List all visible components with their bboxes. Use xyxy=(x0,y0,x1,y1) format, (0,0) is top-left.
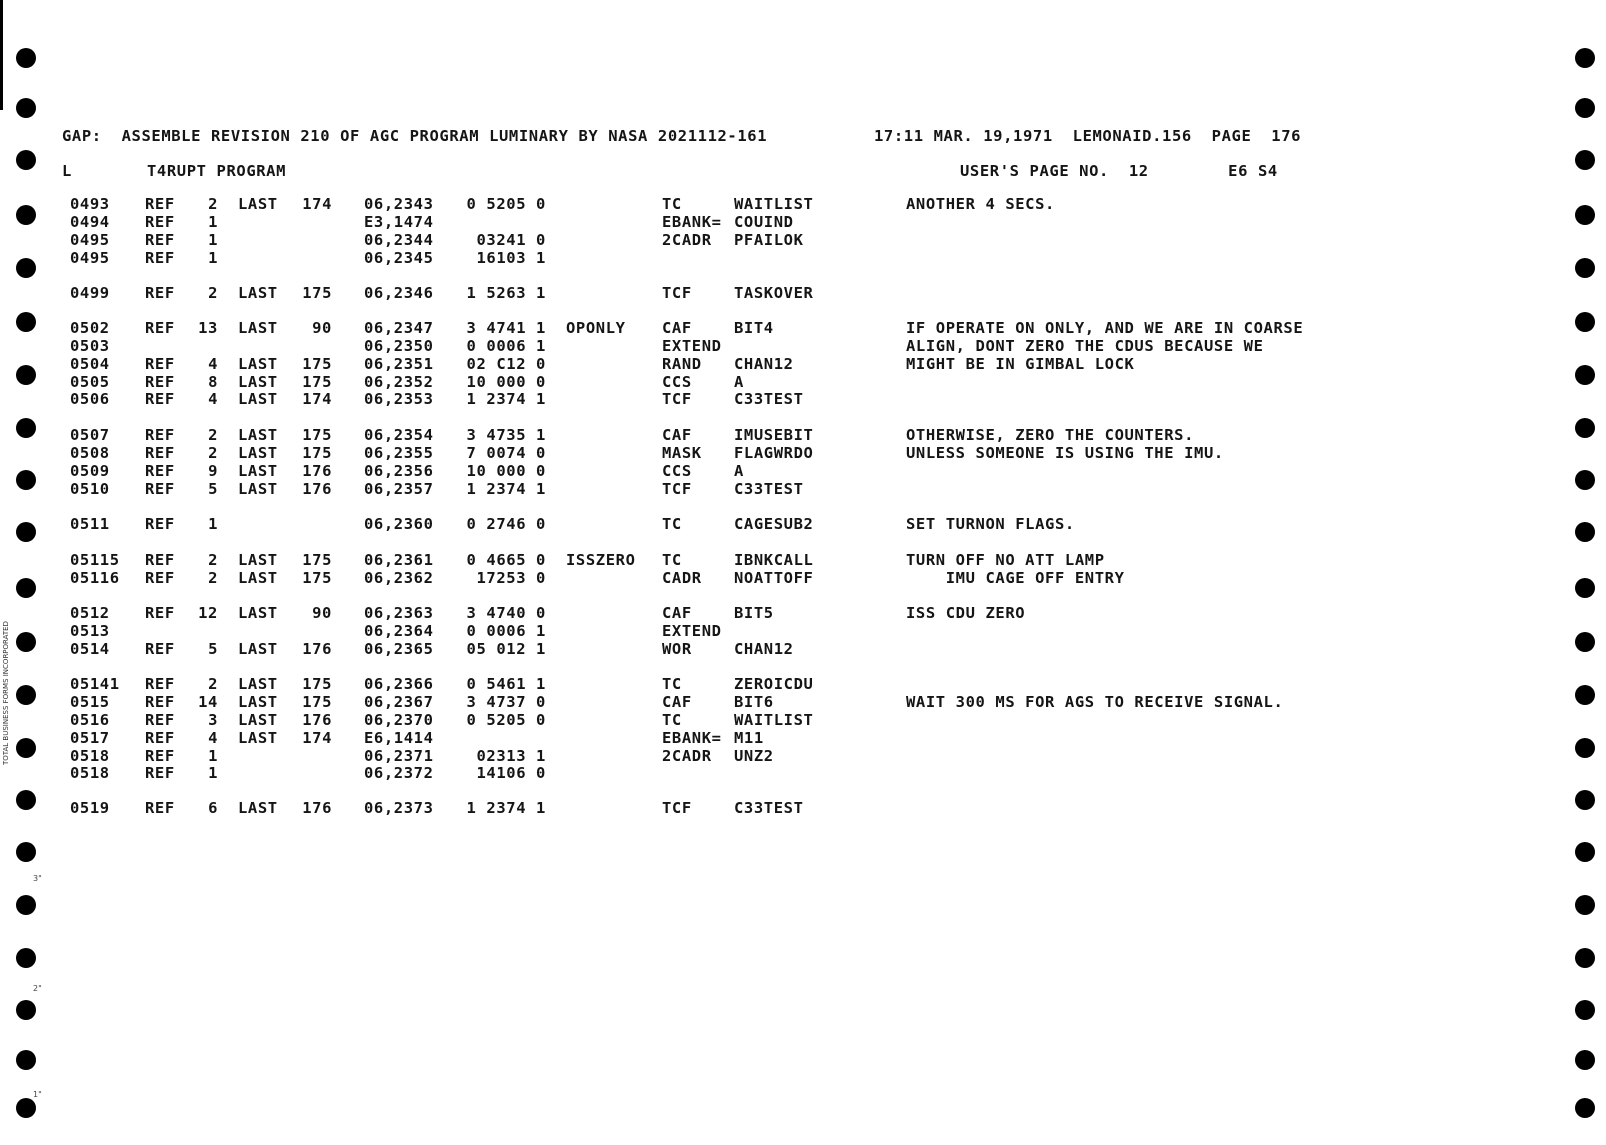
ruler-mark: 3" xyxy=(33,874,42,883)
cell-operand: UNZ2 xyxy=(734,747,774,765)
cell-op: TCF xyxy=(662,799,692,817)
cell-ref: REF xyxy=(145,373,175,391)
cell-addr: 06,2357 xyxy=(364,480,434,498)
cell-line: 0505 xyxy=(70,373,110,391)
cell-line: 0519 xyxy=(70,799,110,817)
cell-op: TCF xyxy=(662,284,692,302)
cell-label: ISSZERO xyxy=(566,551,636,569)
cell-lastnum: 176 xyxy=(302,711,332,729)
cell-line: 0515 xyxy=(70,693,110,711)
cell-lastnum: 90 xyxy=(312,604,332,622)
cell-operand: WAITLIST xyxy=(734,195,814,213)
tractor-hole xyxy=(16,685,36,705)
cell-line: 0503 xyxy=(70,337,110,355)
cell-count: 1 xyxy=(208,764,218,782)
cell-count: 4 xyxy=(208,729,218,747)
cell-comment: IF OPERATE ON ONLY, AND WE ARE IN COARSE xyxy=(906,319,1304,337)
cell-addr: 06,2353 xyxy=(364,390,434,408)
cell-lastnum: 174 xyxy=(302,390,332,408)
cell-ref: REF xyxy=(145,640,175,658)
cell-ref: REF xyxy=(145,693,175,711)
cell-operand: CHAN12 xyxy=(734,640,794,658)
cell-op: 2CADR xyxy=(662,231,712,249)
cell-count: 2 xyxy=(208,675,218,693)
cell-ref: REF xyxy=(145,515,175,533)
tractor-hole xyxy=(16,790,36,810)
cell-addr: 06,2347 xyxy=(364,319,434,337)
tractor-hole xyxy=(16,470,36,490)
cell-ref: REF xyxy=(145,480,175,498)
cell-line: 0518 xyxy=(70,747,110,765)
cell-last: LAST xyxy=(238,551,278,569)
tractor-hole xyxy=(1575,738,1595,758)
cell-count: 2 xyxy=(208,426,218,444)
tractor-hole xyxy=(1575,842,1595,862)
tractor-hole xyxy=(1575,470,1595,490)
cell-addr: 06,2355 xyxy=(364,444,434,462)
cell-addr: 06,2372 xyxy=(364,764,434,782)
cell-comment: OTHERWISE, ZERO THE COUNTERS. xyxy=(906,426,1195,444)
tractor-hole xyxy=(16,1050,36,1070)
cell-lastnum: 175 xyxy=(302,355,332,373)
cell-line: 0506 xyxy=(70,390,110,408)
tractor-hole xyxy=(1575,948,1595,968)
header-listing-flag: L xyxy=(62,162,72,180)
cell-operand: C33TEST xyxy=(734,390,804,408)
cell-lastnum: 174 xyxy=(302,729,332,747)
tractor-hole xyxy=(1575,1098,1595,1118)
cell-last: LAST xyxy=(238,426,278,444)
cell-line: 0512 xyxy=(70,604,110,622)
cell-last: LAST xyxy=(238,284,278,302)
cell-ref: REF xyxy=(145,249,175,267)
cell-operand: C33TEST xyxy=(734,480,804,498)
cell-code: 0 0006 1 xyxy=(466,622,546,640)
cell-addr: 06,2371 xyxy=(364,747,434,765)
header-date-page: 17:11 MAR. 19,1971 LEMONAID.156 PAGE 176 xyxy=(874,127,1302,145)
cell-last: LAST xyxy=(238,319,278,337)
cell-operand: A xyxy=(734,462,744,480)
cell-code: 10 000 0 xyxy=(466,373,546,391)
cell-ref: REF xyxy=(145,799,175,817)
cell-operand: CHAN12 xyxy=(734,355,794,373)
cell-last: LAST xyxy=(238,640,278,658)
cell-code: 1 5263 1 xyxy=(466,284,546,302)
tractor-hole xyxy=(16,48,36,68)
cell-op: TC xyxy=(662,711,682,729)
cell-count: 8 xyxy=(208,373,218,391)
cell-label: OPONLY xyxy=(566,319,626,337)
cell-line: 05115 xyxy=(70,551,120,569)
cell-count: 9 xyxy=(208,462,218,480)
cell-comment: TURN OFF NO ATT LAMP xyxy=(906,551,1105,569)
cell-addr: 06,2370 xyxy=(364,711,434,729)
cell-count: 2 xyxy=(208,195,218,213)
cell-addr: 06,2362 xyxy=(364,569,434,587)
cell-lastnum: 175 xyxy=(302,675,332,693)
cell-count: 5 xyxy=(208,480,218,498)
cell-line: 0514 xyxy=(70,640,110,658)
cell-addr: 06,2351 xyxy=(364,355,434,373)
cell-code: 02 C12 0 xyxy=(466,355,546,373)
tractor-hole xyxy=(1575,1050,1595,1070)
cell-op: EBANK= xyxy=(662,729,722,747)
cell-code: 3 4735 1 xyxy=(466,426,546,444)
cell-addr: 06,2367 xyxy=(364,693,434,711)
cell-last: LAST xyxy=(238,693,278,711)
tractor-hole xyxy=(16,205,36,225)
cell-addr: E6,1414 xyxy=(364,729,434,747)
cell-line: 0516 xyxy=(70,711,110,729)
cell-ref: REF xyxy=(145,764,175,782)
cell-lastnum: 175 xyxy=(302,426,332,444)
cell-addr: 06,2344 xyxy=(364,231,434,249)
cell-ref: REF xyxy=(145,284,175,302)
cell-comment: MIGHT BE IN GIMBAL LOCK xyxy=(906,355,1135,373)
cell-count: 4 xyxy=(208,390,218,408)
cell-op: TC xyxy=(662,515,682,533)
margin-vertical-text: TOTAL BUSINESS FORMS INCORPORATED xyxy=(2,621,10,765)
cell-lastnum: 175 xyxy=(302,551,332,569)
cell-addr: 06,2354 xyxy=(364,426,434,444)
tractor-hole xyxy=(1575,1000,1595,1020)
cell-code: 3 4741 1 xyxy=(466,319,546,337)
tractor-hole xyxy=(16,578,36,598)
cell-ref: REF xyxy=(145,231,175,249)
cell-ref: REF xyxy=(145,604,175,622)
cell-count: 1 xyxy=(208,515,218,533)
cell-code: 3 4737 0 xyxy=(466,693,546,711)
cell-operand: NOATTOFF xyxy=(734,569,814,587)
tractor-hole xyxy=(16,842,36,862)
tractor-hole xyxy=(1575,418,1595,438)
ruler-mark: 1" xyxy=(33,1090,42,1099)
cell-count: 3 xyxy=(208,711,218,729)
cell-operand: FLAGWRDO xyxy=(734,444,814,462)
cell-last: LAST xyxy=(238,799,278,817)
cell-code: 7 0074 0 xyxy=(466,444,546,462)
cell-operand: C33TEST xyxy=(734,799,804,817)
cell-code: 0 4665 0 xyxy=(466,551,546,569)
cell-operand: IMUSEBIT xyxy=(734,426,814,444)
cell-code: 16103 1 xyxy=(476,249,546,267)
cell-count: 12 xyxy=(198,604,218,622)
cell-op: CADR xyxy=(662,569,702,587)
cell-lastnum: 176 xyxy=(302,480,332,498)
cell-line: 0495 xyxy=(70,249,110,267)
cell-op: 2CADR xyxy=(662,747,712,765)
cell-code: 14106 0 xyxy=(476,764,546,782)
cell-line: 0504 xyxy=(70,355,110,373)
cell-code: 0 5205 0 xyxy=(466,195,546,213)
cell-code: 17253 0 xyxy=(476,569,546,587)
cell-last: LAST xyxy=(238,390,278,408)
cell-code: 0 2746 0 xyxy=(466,515,546,533)
cell-addr: 06,2352 xyxy=(364,373,434,391)
cell-addr: 06,2356 xyxy=(364,462,434,480)
cell-op: CAF xyxy=(662,426,692,444)
cell-op: CCS xyxy=(662,373,692,391)
cell-count: 4 xyxy=(208,355,218,373)
cell-count: 13 xyxy=(198,319,218,337)
cell-operand: BIT6 xyxy=(734,693,774,711)
cell-lastnum: 175 xyxy=(302,444,332,462)
cell-addr: 06,2366 xyxy=(364,675,434,693)
cell-op: TCF xyxy=(662,390,692,408)
tractor-hole xyxy=(16,98,36,118)
cell-op: CCS xyxy=(662,462,692,480)
tractor-hole xyxy=(1575,258,1595,278)
cell-ref: REF xyxy=(145,747,175,765)
tractor-hole xyxy=(16,522,36,542)
left-tractor-holes xyxy=(12,0,42,1145)
cell-lastnum: 175 xyxy=(302,693,332,711)
header-program-title: T4RUPT PROGRAM xyxy=(147,162,287,180)
cell-last: LAST xyxy=(238,373,278,391)
cell-count: 14 xyxy=(198,693,218,711)
tractor-hole xyxy=(16,258,36,278)
tractor-hole xyxy=(16,365,36,385)
cell-ref: REF xyxy=(145,213,175,231)
cell-line: 0499 xyxy=(70,284,110,302)
cell-lastnum: 90 xyxy=(312,319,332,337)
cell-code: 1 2374 1 xyxy=(466,390,546,408)
cell-op: EXTEND xyxy=(662,337,722,355)
cell-addr: 06,2364 xyxy=(364,622,434,640)
cell-ref: REF xyxy=(145,444,175,462)
cell-code: 1 2374 1 xyxy=(466,480,546,498)
cell-lastnum: 176 xyxy=(302,799,332,817)
tractor-hole xyxy=(1575,312,1595,332)
cell-count: 5 xyxy=(208,640,218,658)
cell-line: 0509 xyxy=(70,462,110,480)
cell-line: 0507 xyxy=(70,426,110,444)
cell-addr: 06,2360 xyxy=(364,515,434,533)
tractor-hole xyxy=(16,948,36,968)
cell-code: 03241 0 xyxy=(476,231,546,249)
cell-count: 6 xyxy=(208,799,218,817)
cell-ref: REF xyxy=(145,675,175,693)
cell-lastnum: 176 xyxy=(302,640,332,658)
cell-line: 0511 xyxy=(70,515,110,533)
cell-count: 2 xyxy=(208,569,218,587)
cell-last: LAST xyxy=(238,462,278,480)
cell-line: 0502 xyxy=(70,319,110,337)
cell-op: TC xyxy=(662,195,682,213)
cell-op: TC xyxy=(662,675,682,693)
ruler-mark: 2" xyxy=(33,984,42,993)
tractor-hole xyxy=(1575,205,1595,225)
cell-line: 05141 xyxy=(70,675,120,693)
cell-line: 0495 xyxy=(70,231,110,249)
cell-last: LAST xyxy=(238,675,278,693)
cell-comment: WAIT 300 MS FOR AGS TO RECEIVE SIGNAL. xyxy=(906,693,1284,711)
cell-last: LAST xyxy=(238,355,278,373)
cell-count: 1 xyxy=(208,747,218,765)
cell-addr: 06,2365 xyxy=(364,640,434,658)
cell-lastnum: 175 xyxy=(302,569,332,587)
cell-code: 02313 1 xyxy=(476,747,546,765)
cell-last: LAST xyxy=(238,604,278,622)
cell-code: 0 5461 1 xyxy=(466,675,546,693)
tractor-hole xyxy=(16,1000,36,1020)
cell-code: 05 012 1 xyxy=(466,640,546,658)
cell-op: CAF xyxy=(662,693,692,711)
cell-op: CAF xyxy=(662,604,692,622)
cell-line: 0510 xyxy=(70,480,110,498)
cell-operand: PFAILOK xyxy=(734,231,804,249)
cell-code: 1 2374 1 xyxy=(466,799,546,817)
cell-last: LAST xyxy=(238,711,278,729)
cell-op: MASK xyxy=(662,444,702,462)
cell-comment: ANOTHER 4 SECS. xyxy=(906,195,1055,213)
cell-addr: 06,2343 xyxy=(364,195,434,213)
cell-addr: 06,2361 xyxy=(364,551,434,569)
cell-operand: CAGESUB2 xyxy=(734,515,814,533)
cell-comment: UNLESS SOMEONE IS USING THE IMU. xyxy=(906,444,1224,462)
header-assembly-line: GAP: ASSEMBLE REVISION 210 OF AGC PROGRAM LUMINARY BY NASA 2021112-161 xyxy=(62,127,768,145)
cell-line: 0494 xyxy=(70,213,110,231)
tractor-hole xyxy=(1575,578,1595,598)
cell-addr: E3,1474 xyxy=(364,213,434,231)
tractor-hole xyxy=(16,418,36,438)
cell-ref: REF xyxy=(145,729,175,747)
cell-line: 0508 xyxy=(70,444,110,462)
cell-lastnum: 175 xyxy=(302,373,332,391)
cell-operand: TASKOVER xyxy=(734,284,814,302)
cell-last: LAST xyxy=(238,444,278,462)
cell-op: TC xyxy=(662,551,682,569)
cell-code: 0 5205 0 xyxy=(466,711,546,729)
cell-count: 1 xyxy=(208,249,218,267)
cell-operand: BIT4 xyxy=(734,319,774,337)
header-user-page: USER'S PAGE NO. 12 E6 S4 xyxy=(960,162,1278,180)
cell-code: 3 4740 0 xyxy=(466,604,546,622)
cell-ref: REF xyxy=(145,355,175,373)
tractor-hole xyxy=(1575,632,1595,652)
cell-op: WOR xyxy=(662,640,692,658)
cell-lastnum: 175 xyxy=(302,284,332,302)
cell-comment: IMU CAGE OFF ENTRY xyxy=(906,569,1125,587)
cell-operand: M11 xyxy=(734,729,764,747)
tractor-hole xyxy=(1575,790,1595,810)
cell-ref: REF xyxy=(145,569,175,587)
cell-line: 0517 xyxy=(70,729,110,747)
cell-count: 2 xyxy=(208,444,218,462)
right-tractor-holes xyxy=(1571,0,1601,1145)
tractor-hole xyxy=(16,150,36,170)
cell-addr: 06,2345 xyxy=(364,249,434,267)
tractor-hole xyxy=(16,738,36,758)
cell-operand: WAITLIST xyxy=(734,711,814,729)
cell-operand: COUIND xyxy=(734,213,794,231)
cell-comment: ISS CDU ZERO xyxy=(906,604,1026,622)
cell-code: 0 0006 1 xyxy=(466,337,546,355)
cell-line: 05116 xyxy=(70,569,120,587)
cell-count: 1 xyxy=(208,231,218,249)
tractor-hole xyxy=(1575,98,1595,118)
cell-ref: REF xyxy=(145,426,175,444)
cell-lastnum: 174 xyxy=(302,195,332,213)
cell-count: 2 xyxy=(208,551,218,569)
tractor-hole xyxy=(1575,150,1595,170)
page-edge-mark xyxy=(0,0,3,110)
cell-last: LAST xyxy=(238,480,278,498)
cell-ref: REF xyxy=(145,551,175,569)
tractor-hole xyxy=(16,1098,36,1118)
cell-line: 0513 xyxy=(70,622,110,640)
cell-operand: BIT5 xyxy=(734,604,774,622)
cell-comment: SET TURNON FLAGS. xyxy=(906,515,1075,533)
cell-ref: REF xyxy=(145,390,175,408)
cell-op: TCF xyxy=(662,480,692,498)
cell-op: EXTEND xyxy=(662,622,722,640)
cell-addr: 06,2363 xyxy=(364,604,434,622)
cell-operand: A xyxy=(734,373,744,391)
cell-addr: 06,2350 xyxy=(364,337,434,355)
tractor-hole xyxy=(1575,522,1595,542)
cell-op: RAND xyxy=(662,355,702,373)
cell-operand: ZEROICDU xyxy=(734,675,814,693)
cell-line: 0493 xyxy=(70,195,110,213)
cell-addr: 06,2373 xyxy=(364,799,434,817)
cell-last: LAST xyxy=(238,195,278,213)
cell-last: LAST xyxy=(238,569,278,587)
cell-addr: 06,2346 xyxy=(364,284,434,302)
cell-lastnum: 176 xyxy=(302,462,332,480)
cell-op: EBANK= xyxy=(662,213,722,231)
cell-ref: REF xyxy=(145,319,175,337)
cell-comment: ALIGN, DONT ZERO THE CDUS BECAUSE WE xyxy=(906,337,1264,355)
tractor-hole xyxy=(1575,685,1595,705)
tractor-hole xyxy=(16,312,36,332)
cell-op: CAF xyxy=(662,319,692,337)
cell-operand: IBNKCALL xyxy=(734,551,814,569)
cell-ref: REF xyxy=(145,462,175,480)
cell-last: LAST xyxy=(238,729,278,747)
cell-code: 10 000 0 xyxy=(466,462,546,480)
tractor-hole xyxy=(16,632,36,652)
cell-ref: REF xyxy=(145,711,175,729)
tractor-hole xyxy=(1575,895,1595,915)
tractor-hole xyxy=(1575,48,1595,68)
cell-ref: REF xyxy=(145,195,175,213)
cell-count: 2 xyxy=(208,284,218,302)
cell-line: 0518 xyxy=(70,764,110,782)
tractor-hole xyxy=(16,895,36,915)
cell-count: 1 xyxy=(208,213,218,231)
tractor-hole xyxy=(1575,365,1595,385)
